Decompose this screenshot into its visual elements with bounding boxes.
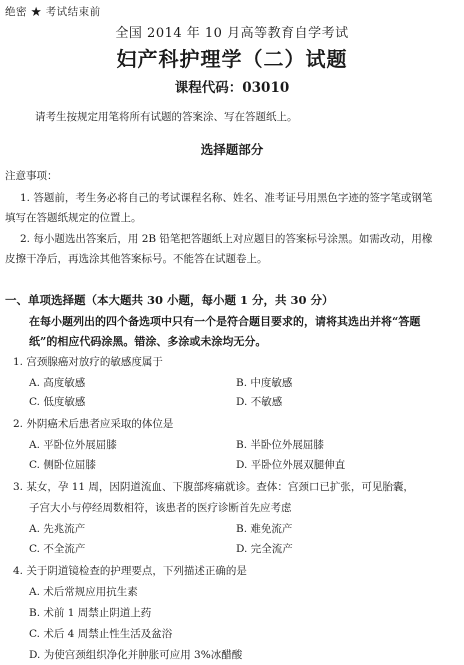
question-2-stem: 2. 外阴癌术后患者应采取的体位是: [13, 418, 174, 430]
question-3-option-c: C. 不全流产: [29, 543, 86, 555]
page-title: 妇产科护理学（二）试题: [116, 47, 348, 71]
note-2-line-1: 2. 每小题选出答案后，用 2B 铅笔把答题纸上对应题目的答案标号涂黑。如需改动，用橡: [20, 233, 433, 245]
notes-label: 注意事项：: [5, 170, 58, 182]
exam-header: 全国 2014 年 10 月高等教育自学考试: [115, 26, 349, 41]
question-3-stem-line-1: 3. 某女，孕 11 周，因阴道流血、下腹部疼痛就诊。查体：宫颈口已扩张，可见胎囊，: [13, 481, 414, 493]
note-1-line-1: 1. 答题前，考生务必将自己的考试课程名称、姓名、准考证号用黑色字迹的签字笔或钢笔: [20, 192, 433, 204]
course-code: 课程代码：03010: [174, 80, 290, 96]
question-2-option-d: D. 平卧位外展双腿伸直: [236, 459, 346, 471]
question-4-stem: 4. 关于阴道镜检查的护理要点，下列描述正确的是: [13, 565, 247, 577]
question-3-option-b: B. 难免流产: [236, 523, 293, 535]
section-title: 选择题部分: [200, 142, 264, 157]
question-2-option-a: A. 平卧位外展屈膝: [29, 439, 117, 451]
question-1-option-a: A. 高度敏感: [29, 377, 86, 389]
question-4-option-a: A. 术后常规应用抗生素: [29, 586, 138, 598]
question-1-option-b: B. 中度敏感: [236, 377, 293, 389]
question-2-option-b: B. 半卧位外展屈膝: [236, 439, 324, 451]
question-3-option-a: A. 先兆流产: [29, 523, 86, 535]
note-1-line-2: 填写在答题纸规定的位置上。: [5, 212, 142, 224]
question-1-option-d: D. 不敏感: [236, 396, 283, 408]
question-2-option-c: C. 侧卧位屈膝: [29, 459, 96, 471]
question-3-stem-line-2: 子宫大小与停经周数相符，该患者的医疗诊断首先应考虑: [29, 502, 292, 514]
part-description-line-2: 纸”的相应代码涂黑。错涂、多涂或未涂均无分。: [29, 335, 267, 348]
question-4-option-c: C. 术后 4 周禁止性生活及盆浴: [29, 628, 173, 640]
question-3-option-d: D. 完全流产: [236, 543, 293, 555]
question-4-option-d: D. 为使宫颈组织净化并肿胀可应用 3%冰醋酸: [29, 649, 243, 661]
part-description-line-1: 在每小题列出的四个备选项中只有一个是符合题目要求的，请将其选出并将“答题: [29, 315, 421, 328]
part-title: 一、单项选择题（本大题共 30 小题，每小题 1 分，共 30 分）: [5, 293, 334, 307]
question-1-stem: 1. 宫颈腺癌对放疗的敏感度属于: [13, 356, 163, 368]
instruction-text: 请考生按规定用笔将所有试题的答案涂、写在答题纸上。: [35, 111, 298, 123]
note-2-line-2: 皮擦干净后，再选涂其他答案标号。不能答在试题卷上。: [5, 253, 268, 265]
secret-label: 绝密 ★ 考试结束前: [5, 6, 101, 18]
question-1-option-c: C. 低度敏感: [29, 396, 86, 408]
question-4-option-b: B. 术前 1 周禁止阴道上药: [29, 607, 152, 619]
